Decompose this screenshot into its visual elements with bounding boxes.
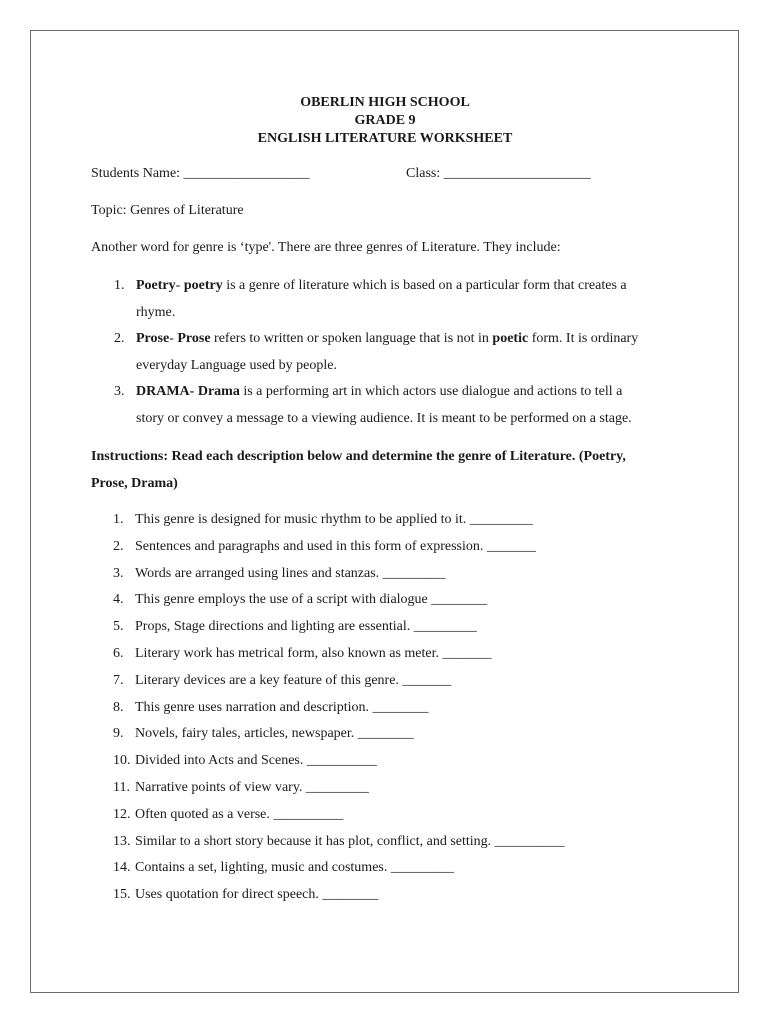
question-text: Narrative points of view vary. _________ [135,780,369,795]
question-item [113,700,429,716]
genre-number: 3. [114,384,125,399]
genre-number: 2. [114,331,125,346]
question-text: Literary work has metrical form, also known as meter. _______ [135,646,492,661]
question-number: 5. [113,619,124,635]
genre-number: 1. [114,278,125,293]
question-text: Often quoted as a verse. __________ [135,806,344,822]
question-number: 8. [113,699,124,715]
genre-definition-line: Poetry- poetry is a genre of literature which is based on a particular form that creates a [136,278,627,293]
question-number: 2. [113,538,124,554]
question-text: Uses quotation for direct speech. ________ [135,887,379,903]
question-text: This genre employs the use of a script with dialogue ________ [135,592,488,608]
instructions-line-continued: Prose, Drama) [91,476,178,491]
question-item [113,753,377,769]
worksheet-title: ENGLISH LITERATURE WORKSHEET [257,131,513,146]
genre-definition-line: Prose- Prose refers to written or spoken language that is not in poetic form. It is ordinary [136,331,639,346]
question-item [113,539,536,555]
genre-term: Prose [136,331,170,346]
question-item [113,860,454,876]
question-number: 15. [113,887,131,903]
question-number: 4. [113,592,124,608]
question-item [113,566,446,582]
question-number: 7. [113,672,124,688]
topic-line: Topic: Genres of Literature [91,203,244,218]
question-item [113,646,492,662]
question-number: 14. [113,860,131,876]
question-number: 10. [113,753,131,769]
question-text: Novels, fairy tales, articles, newspaper. ________ [135,726,414,742]
question-number: 12. [113,806,131,822]
question-item [113,887,378,903]
question-item [113,807,343,823]
question-number: 3. [113,565,124,581]
question-number: 1. [113,512,124,527]
genre-definition-continued: story or convey a message to a viewing audience. It is meant to be performed on a stage. [136,411,632,426]
genre-term: DRAMA [136,384,190,399]
question-item [113,726,414,742]
school-name: OBERLIN HIGH SCHOOL [300,95,470,110]
student-name-field[interactable]: Students Name: __________________ [91,166,310,181]
question-text: Similar to a short story because it has plot, conflict, and setting. __________ [135,833,565,849]
genre-definition-continued: rhyme. [136,305,176,320]
question-text: This genre is designed for music rhythm to be applied to it. _________ [135,512,533,527]
question-number: 13. [113,833,131,849]
genre-term-repeat: Drama [197,384,240,399]
question-item [113,780,369,796]
question-text: Literary devices are a key feature of this genre. _______ [135,672,452,688]
question-item [113,619,477,635]
question-text: Divided into Acts and Scenes. __________ [135,753,377,769]
genre-term-repeat: poetry [183,278,223,293]
intro-line: Another word for genre is ‘type'. There are three genres of Literature. They include: [91,240,561,255]
genre-definition-line: DRAMA- Drama is a performing art in which actors use dialogue and actions to tell a [136,384,623,399]
genre-definition-continued: everyday Language used by people. [136,358,337,373]
grade-label: GRADE 9 [354,113,416,128]
question-item [113,592,487,608]
question-item [113,834,565,850]
genre-term-repeat: Prose [177,331,211,346]
question-item [113,512,533,528]
question-number: 9. [113,726,124,742]
question-text: This genre uses narration and description. ________ [135,699,429,715]
class-field[interactable]: Class: _____________________ [406,166,591,181]
question-item [113,673,451,689]
question-text: Words are arranged using lines and stanzas. _________ [135,565,446,581]
question-number: 11. [113,780,130,795]
instructions-line: Instructions: Read each description below and determine the genre of Literature. (Poetry, [91,449,626,464]
question-number: 6. [113,646,124,661]
question-text: Sentences and paragraphs and used in this form of expression. _______ [135,538,536,554]
question-text: Props, Stage directions and lighting are essential. _________ [135,619,477,635]
question-text: Contains a set, lighting, music and costumes. _________ [135,860,454,876]
genre-term: Poetry [136,278,176,293]
genre-keyword: poetic [492,331,529,346]
